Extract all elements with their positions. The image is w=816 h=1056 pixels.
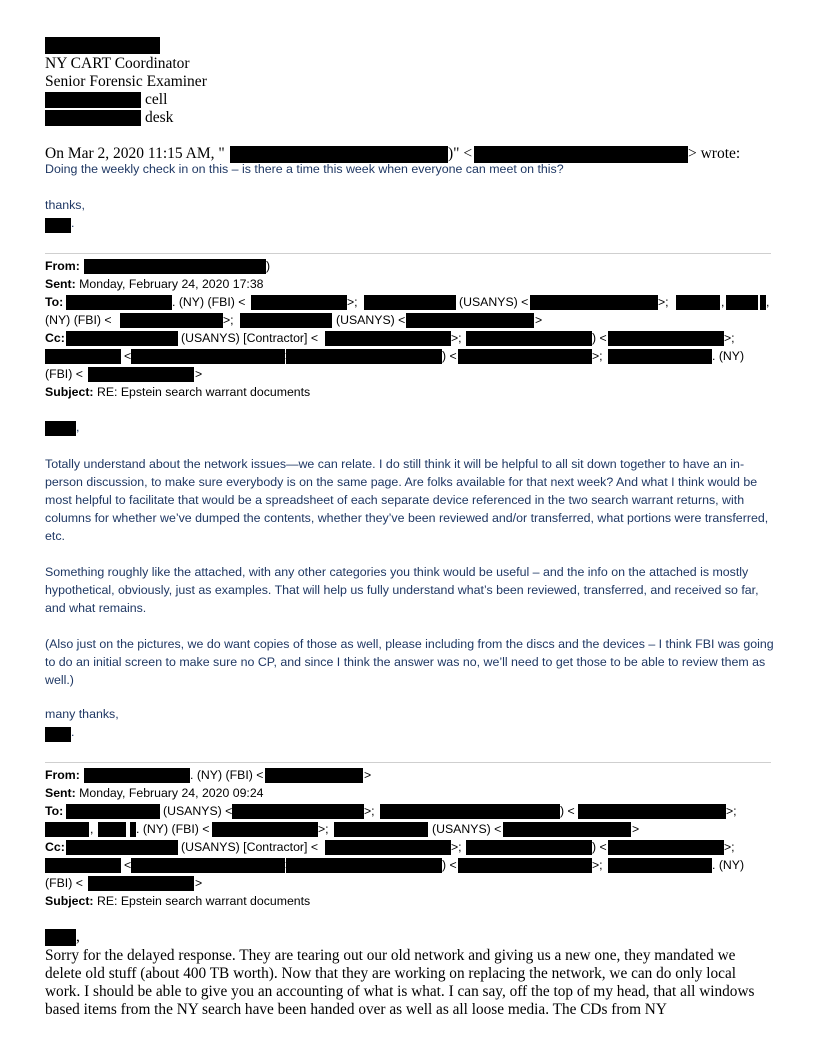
email2-cc3-b: > [195, 876, 203, 890]
email1-to-label-row [45, 295, 63, 309]
msg2-dot: . [71, 725, 75, 739]
email2-from-row [45, 768, 80, 782]
email2-to-d: >; [726, 804, 737, 818]
msg3-greeting-end: , [76, 928, 80, 945]
email1-cc3-b: > [195, 367, 203, 381]
redaction-cc-3 [466, 331, 592, 346]
email1-to2-a: (NY) (FBI) < [45, 313, 112, 327]
email2-cc-label-row [45, 840, 65, 854]
redaction-to-4 [530, 295, 658, 310]
email2-cc-d: >; [724, 840, 735, 854]
from-label: From: [45, 768, 80, 782]
redaction-cc-8 [458, 349, 592, 364]
email1-cc-label-row [45, 331, 65, 345]
email1-cc-d: >; [724, 331, 735, 345]
email2-cc-b: >; [451, 840, 462, 854]
email1-to-c: (USANYS) < [459, 295, 529, 309]
email1-to2-c: (USANYS) < [336, 313, 406, 327]
redaction-msg2-signer [45, 727, 71, 742]
email2-sent-row [45, 786, 264, 800]
email1-to2-d: > [535, 313, 543, 327]
msg1-dot: . [71, 216, 75, 230]
email1-cc-b: >; [451, 331, 462, 345]
redaction-cc-5 [45, 858, 121, 873]
cc-label: Cc: [45, 840, 65, 854]
redaction-cc-4 [608, 331, 724, 346]
email1-from-row [45, 259, 80, 273]
email2-cc-c: ) < [592, 840, 607, 854]
sent-date: Monday, February 24, 2020 17:38 [79, 277, 264, 291]
email2-to-c: ) < [560, 804, 575, 818]
msg2-paragraph-1: Totally understand about the network issues—we can relate. I do still think it will be helpful to all sit down together to have an in-person discussion, to make sure everybody is on the same page. Are folks available for that next week? And what I think would be most helpful to facilitate that would be a spreadsheet of each separate device referenced in the two search warrant returns, with columns for whether we’ve dumped the contents, whether they’ve been reviewed and/or transferred, what portions were transferred, etc. [45, 457, 769, 543]
redaction-to-1 [66, 295, 172, 310]
from-label: From: [45, 259, 80, 273]
redaction-cc-3 [466, 840, 592, 855]
quote-prefix: On Mar 2, 2020 11:15 AM, " [45, 145, 225, 162]
email1-cc-c: ) < [592, 331, 607, 345]
redaction-to-9 [334, 822, 428, 837]
redaction-sender-email [474, 146, 688, 163]
redaction-to-9 [240, 313, 332, 328]
email1-subject-row [45, 385, 310, 399]
sent-date: Monday, February 24, 2020 09:24 [79, 786, 264, 800]
email1-cc2-c: ) < [442, 349, 457, 363]
redaction-cc-6 [131, 349, 285, 364]
email2-cc3-a: (FBI) < [45, 876, 83, 890]
msg1-closing: thanks, [45, 198, 85, 212]
redaction-cc-9 [608, 349, 712, 364]
email1-cc-a: (USANYS) [Contractor] < [181, 331, 319, 345]
redaction-cc-1 [66, 840, 178, 855]
email2-cc-a: (USANYS) [Contractor] < [181, 840, 319, 854]
redaction-to-4 [578, 804, 726, 819]
redaction-to-2 [251, 295, 347, 310]
email2-to2-d: (USANYS) < [432, 822, 502, 836]
redaction-msg3-greeting [45, 929, 76, 946]
redaction-cc-7 [286, 858, 442, 873]
email2-from-b: > [364, 768, 372, 782]
email1-from-end: ) [266, 259, 271, 273]
redaction-to-1 [66, 804, 160, 819]
msg2-greeting-end: , [76, 420, 80, 434]
email2-to2-b: . (NY) (FBI) < [136, 822, 210, 836]
redaction-to-3 [380, 804, 560, 819]
cc-label: Cc: [45, 331, 65, 345]
redaction-to-8 [120, 313, 223, 328]
redaction-cc-7 [286, 349, 442, 364]
to-label: To: [45, 295, 64, 309]
email2-subject-row [45, 894, 310, 908]
redaction-cc-9 [608, 858, 712, 873]
redaction-desk-number [45, 110, 141, 126]
quote-mid: )" < [448, 145, 473, 162]
msg1-body: Doing the weekly check in on this – is there a time this week when everyone can meet on this? [45, 162, 564, 176]
email2-cc2-e: . (NY) [712, 858, 745, 872]
email1-to-f: , [766, 295, 770, 309]
redaction-cc-5 [45, 349, 121, 364]
redaction-cc-4 [608, 840, 724, 855]
email2-to-a: (USANYS) < [163, 804, 233, 818]
subject-label: Subject: [45, 894, 94, 908]
redaction-cc-6 [131, 858, 285, 873]
email1-sent-row [45, 277, 264, 291]
redaction-cc-1 [66, 331, 178, 346]
redaction-to-10 [503, 822, 631, 837]
redaction-msg2-greeting [45, 421, 76, 436]
signature-role: Senior Forensic Examiner [45, 73, 207, 90]
redaction-sender-name [230, 146, 448, 163]
redaction-to-5 [676, 295, 720, 310]
redaction-to-8 [212, 822, 318, 837]
msg2-paragraph-3: (Also just on the pictures, we do want copies of those as well, please including from the discs and the devices – I think FBI was going to do an initial screen to make sure no CP, and since I think the answer was no, we’ll need to get those to be able to review them as well.) [45, 637, 774, 687]
email1-to-b: >; [347, 295, 358, 309]
redaction-from-email [265, 768, 363, 783]
redaction-from [84, 259, 266, 274]
redaction-from [84, 768, 190, 783]
redaction-cc-10 [88, 367, 194, 382]
msg3-body: Sorry for the delayed response. They are tearing out our old network and giving us a new one, they mandated we delete old stuff (about 400 TB worth). Now that they are working on replacing the network, we can do only local work. I should be able to give you an accounting of what is what. I can say, off the top of my head, that all windows based items from the NY search have been handed over as well as all loose media. The CDs from NY [45, 947, 755, 1018]
redaction-cell-number [45, 92, 141, 108]
email2-from-a: . (NY) (FBI) < [190, 768, 264, 782]
email1-to-a: . (NY) (FBI) < [172, 295, 246, 309]
subject-label: Subject: [45, 385, 94, 399]
email1-cc2-a: < [124, 349, 132, 363]
redaction-cc-8 [458, 858, 592, 873]
redaction-to-6 [726, 295, 758, 310]
redaction-to-5 [45, 822, 89, 837]
separator [45, 762, 771, 763]
desk-label: desk [145, 109, 174, 126]
email2-to-label-row [45, 804, 63, 818]
email2-to2-c: >; [318, 822, 329, 836]
email1-to-e: , [721, 295, 725, 309]
msg2-paragraph-2: Something roughly like the attached, with any other categories you think would be useful – and the info on the attached is mostly hypothetical, obviously, just as examples. That will help us fully understand what’s been reviewed, transferred, and received so far, and what remains. [45, 565, 759, 615]
quote-suffix: > wrote: [688, 145, 741, 162]
email2-to-b: >; [364, 804, 375, 818]
email1-cc3-a: (FBI) < [45, 367, 83, 381]
email2-to2-e: > [632, 822, 640, 836]
subject-text: RE: Epstein search warrant documents [96, 894, 311, 908]
redaction-to-2 [232, 804, 364, 819]
email1-to-d: >; [658, 295, 669, 309]
signature-title: NY CART Coordinator [45, 55, 190, 72]
email2-cc2-d: >; [592, 858, 603, 872]
sent-label: Sent: [45, 786, 76, 800]
email2-cc2-a: < [124, 858, 132, 872]
email1-cc2-d: >; [592, 349, 603, 363]
to-label: To: [45, 804, 64, 818]
email1-cc2-e: . (NY) [712, 349, 745, 363]
redaction-msg1-signer [45, 218, 71, 233]
subject-text: RE: Epstein search warrant documents [96, 385, 311, 399]
separator [45, 253, 771, 254]
sent-label: Sent: [45, 277, 76, 291]
redaction-to-3 [364, 295, 456, 310]
redaction-cc-10 [88, 876, 194, 891]
email2-to2-a: , [90, 822, 94, 836]
msg2-closing: many thanks, [45, 707, 119, 721]
redaction-cc-2 [325, 331, 451, 346]
redaction-name [45, 37, 160, 54]
redaction-to-10 [406, 313, 534, 328]
email2-cc2-c: ) < [442, 858, 457, 872]
cell-label: cell [145, 91, 168, 108]
email1-to2-b: >; [223, 313, 234, 327]
redaction-to-6 [98, 822, 126, 837]
redaction-cc-2 [325, 840, 451, 855]
